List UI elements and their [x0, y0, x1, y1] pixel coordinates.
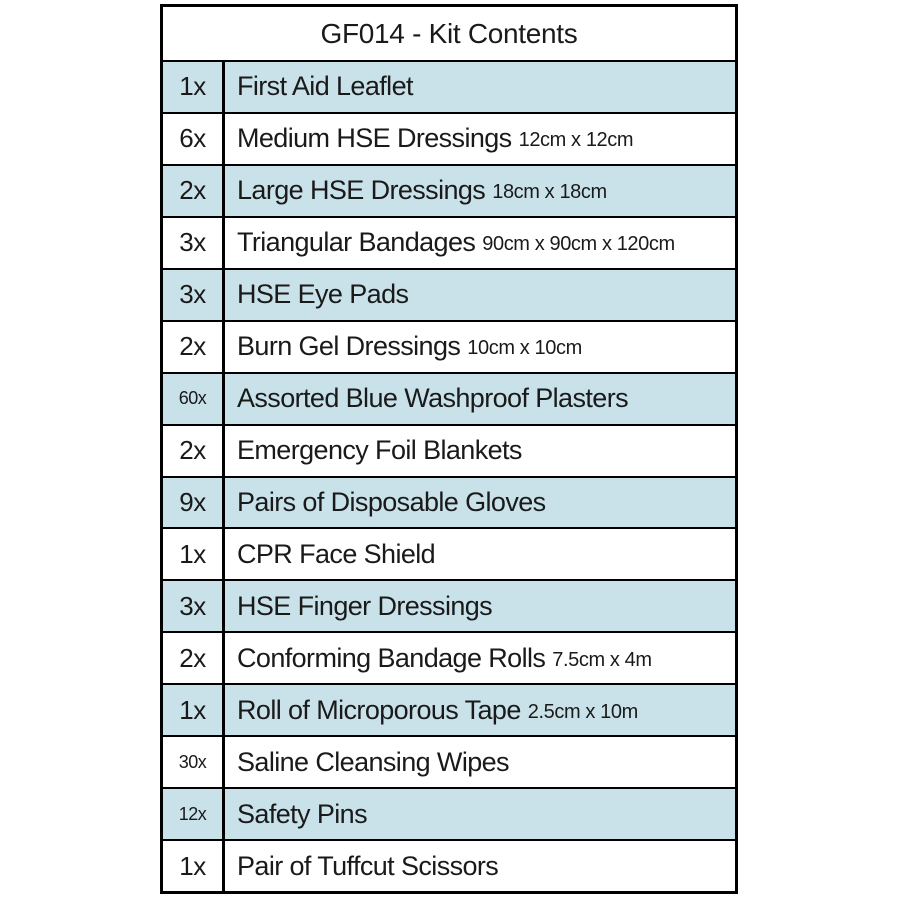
table-row [163, 685, 735, 737]
quantity-cell: 30x [163, 737, 225, 787]
table-row [163, 62, 735, 114]
item-cell [225, 114, 735, 164]
quantity-cell: 1x [163, 62, 225, 112]
item-name: Saline Cleansing Wipes [237, 746, 509, 777]
quantity-cell: 6x [163, 114, 225, 164]
table-row [163, 270, 735, 322]
item-cell [225, 581, 735, 631]
item-name: Emergency Foil Blankets [237, 435, 522, 466]
quantity-cell: 3x [163, 270, 225, 320]
item-size: 7.5cm x 4m [552, 648, 652, 671]
quantity-cell: 2x [163, 166, 225, 216]
item-name: Roll of Microporous Tape [237, 694, 521, 725]
item-cell [225, 426, 735, 476]
item-name: Medium HSE Dressings [237, 123, 512, 154]
quantity-cell: 2x [163, 633, 225, 683]
table-row [163, 374, 735, 426]
quantity-cell: 60x [163, 374, 225, 424]
quantity-cell: 2x [163, 322, 225, 372]
table-row [163, 529, 735, 581]
item-name: Pairs of Disposable Gloves [237, 486, 546, 517]
item-cell [225, 633, 735, 683]
item-cell [225, 270, 735, 320]
item-size: 10cm x 10cm [467, 337, 582, 360]
table-row [163, 737, 735, 789]
item-cell [225, 62, 735, 112]
table-row [163, 633, 735, 685]
quantity-cell: 3x [163, 218, 225, 268]
item-name: Pair of Tuffcut Scissors [237, 850, 499, 881]
table-row [163, 166, 735, 218]
item-size: 12cm x 12cm [518, 129, 634, 152]
table-row [163, 322, 735, 374]
item-name: Triangular Bandages [237, 227, 476, 258]
quantity-cell: 9x [163, 478, 225, 528]
table-row [163, 789, 735, 841]
kit-contents-table [160, 4, 738, 894]
item-cell [225, 789, 735, 839]
item-cell [225, 685, 735, 735]
item-cell [225, 841, 735, 891]
quantity-cell: 2x [163, 426, 225, 476]
item-cell [225, 737, 735, 787]
quantity-cell: 3x [163, 581, 225, 631]
table-row [163, 841, 735, 891]
item-name: Burn Gel Dressings [237, 331, 461, 362]
table-row [163, 218, 735, 270]
item-size: 2.5cm x 10m [527, 700, 638, 723]
item-name: Conforming Bandage Rolls [237, 642, 546, 673]
item-name: HSE Eye Pads [237, 279, 409, 310]
item-name: Assorted Blue Washproof Plasters [237, 383, 628, 414]
item-name: HSE Finger Dressings [237, 590, 493, 621]
table-title: GF014 - Kit Contents [163, 7, 735, 62]
kit-rows [163, 62, 735, 891]
quantity-cell: 1x [163, 529, 225, 579]
table-row [163, 426, 735, 478]
item-name: CPR Face Shield [237, 538, 436, 569]
item-size: 18cm x 18cm [492, 181, 607, 204]
table-row [163, 114, 735, 166]
item-cell [225, 529, 735, 579]
item-name: First Aid Leaflet [237, 71, 413, 102]
item-cell [225, 218, 735, 268]
item-cell [225, 166, 735, 216]
table-row [163, 581, 735, 633]
quantity-cell: 1x [163, 685, 225, 735]
quantity-cell: 12x [163, 789, 225, 839]
item-name: Large HSE Dressings [237, 175, 486, 206]
item-size: 90cm x 90cm x 120cm [482, 233, 675, 256]
table-row [163, 478, 735, 530]
item-cell [225, 478, 735, 528]
item-cell [225, 374, 735, 424]
item-name: Safety Pins [237, 798, 367, 829]
quantity-cell: 1x [163, 841, 225, 891]
item-cell [225, 322, 735, 372]
